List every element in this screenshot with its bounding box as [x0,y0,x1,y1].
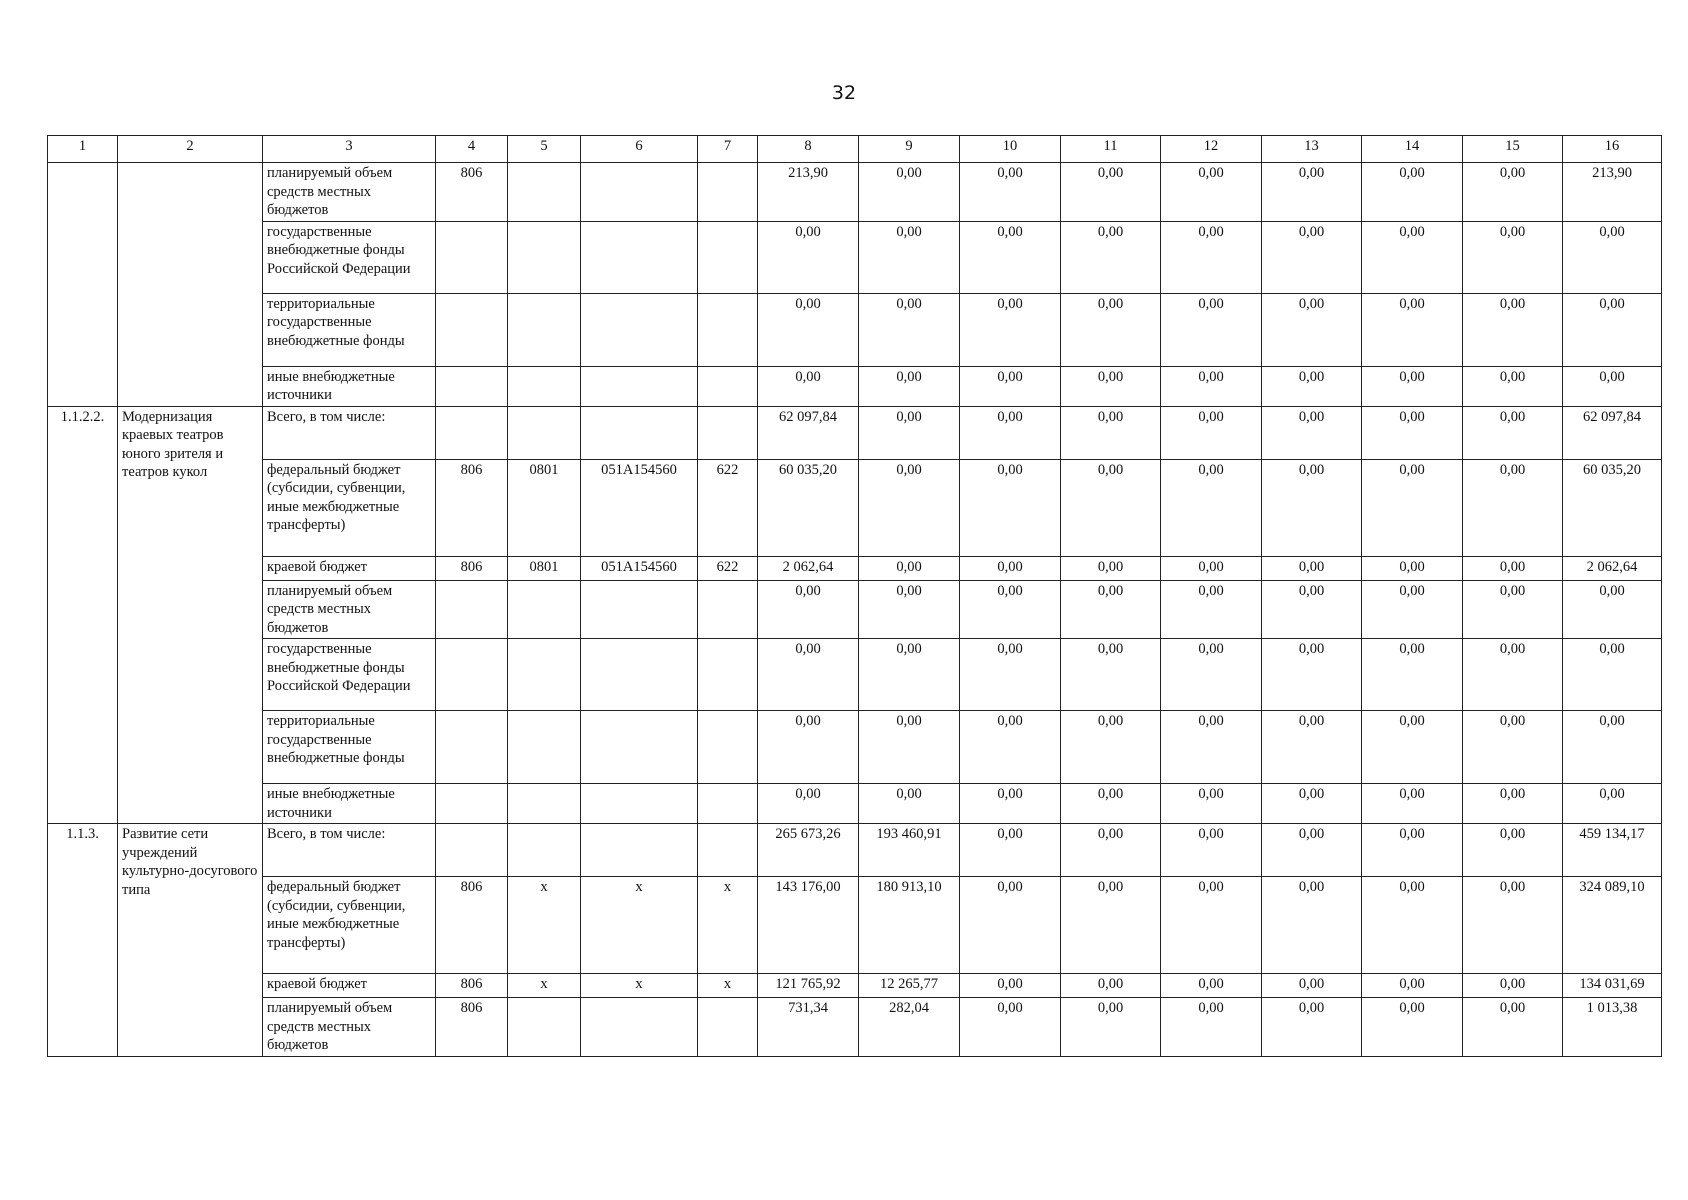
column-number: 1 [48,136,118,163]
amount-cell: 0,00 [1061,221,1161,293]
target-article-cell [581,221,698,293]
section-code-cell [508,366,581,406]
source-cell: иные внебюджетные источники [263,784,436,824]
table-row [48,877,1662,974]
amount-cell: 0,00 [1463,556,1563,580]
section-code-cell: x [508,974,581,998]
amount-cell: 0,00 [960,784,1061,824]
source-cell: Всего, в том числе: [263,406,436,459]
amount-cell: 0,00 [960,459,1061,556]
amount-cell: 0,00 [1061,366,1161,406]
table-row [48,580,1662,639]
grbs-code-cell [436,221,508,293]
amount-cell: 0,00 [1362,556,1463,580]
column-number: 10 [960,136,1061,163]
amount-cell: 0,00 [1362,998,1463,1057]
table-row [48,366,1662,406]
target-article-cell [581,406,698,459]
amount-cell: 0,00 [1262,293,1362,366]
column-number: 4 [436,136,508,163]
amount-cell: 0,00 [1463,998,1563,1057]
expense-type-cell [698,406,758,459]
expense-type-cell [698,824,758,877]
source-cell: планируемый объем средств местных бюджетов [263,163,436,222]
grbs-code-cell [436,639,508,711]
amount-cell: 0,00 [1563,221,1662,293]
amount-cell: 0,00 [1262,998,1362,1057]
grbs-code-cell [436,711,508,784]
amount-cell: 0,00 [1161,580,1262,639]
grbs-code-cell: 806 [436,877,508,974]
amount-cell: 0,00 [1161,711,1262,784]
expense-type-cell [698,221,758,293]
amount-cell: 0,00 [960,711,1061,784]
amount-cell: 0,00 [1161,221,1262,293]
amount-cell: 0,00 [859,406,960,459]
target-article-cell: x [581,974,698,998]
amount-cell: 2 062,64 [1563,556,1662,580]
amount-cell: 0,00 [960,556,1061,580]
amount-cell: 0,00 [1262,824,1362,877]
amount-cell: 0,00 [1463,877,1563,974]
grbs-code-cell [436,580,508,639]
budget-table [47,135,1662,1057]
amount-cell: 0,00 [1262,974,1362,998]
table-row [48,711,1662,784]
target-article-cell [581,711,698,784]
amount-cell: 0,00 [758,784,859,824]
item-code-cell: 1.1.3. [48,824,118,1057]
target-article-cell: x [581,877,698,974]
amount-cell: 0,00 [960,406,1061,459]
item-name-cell: Развитие сети учреждений культурно-досугового типа [118,824,263,1057]
amount-cell: 0,00 [1362,406,1463,459]
amount-cell: 0,00 [1061,639,1161,711]
amount-cell: 0,00 [1362,366,1463,406]
amount-cell: 0,00 [1061,406,1161,459]
table-row [48,293,1662,366]
section-code-cell [508,163,581,222]
grbs-code-cell [436,784,508,824]
expense-type-cell: 622 [698,459,758,556]
table-row [48,556,1662,580]
section-code-cell: 0801 [508,556,581,580]
amount-cell: 62 097,84 [1563,406,1662,459]
section-code-cell [508,580,581,639]
column-number: 2 [118,136,263,163]
item-name-cell [118,163,263,407]
column-number: 5 [508,136,581,163]
section-code-cell: 0801 [508,459,581,556]
expense-type-cell: 622 [698,556,758,580]
amount-cell: 0,00 [1061,293,1161,366]
amount-cell: 0,00 [1563,711,1662,784]
amount-cell: 0,00 [859,366,960,406]
amount-cell: 0,00 [1362,163,1463,222]
amount-cell: 180 913,10 [859,877,960,974]
expense-type-cell [698,366,758,406]
amount-cell: 0,00 [1463,366,1563,406]
section-code-cell [508,784,581,824]
grbs-code-cell: 806 [436,998,508,1057]
amount-cell: 0,00 [1262,639,1362,711]
amount-cell: 0,00 [1161,406,1262,459]
expense-type-cell [698,639,758,711]
amount-cell: 0,00 [1563,639,1662,711]
table-row [48,784,1662,824]
amount-cell: 0,00 [1161,293,1262,366]
column-numbers-row [48,136,1662,163]
amount-cell: 0,00 [1161,639,1262,711]
source-cell: территориальные государственные внебюджетные фонды [263,711,436,784]
amount-cell: 0,00 [859,459,960,556]
target-article-cell [581,293,698,366]
source-cell: территориальные государственные внебюджетные фонды [263,293,436,366]
column-number: 14 [1362,136,1463,163]
amount-cell: 0,00 [1161,784,1262,824]
amount-cell: 12 265,77 [859,974,960,998]
amount-cell: 0,00 [1262,784,1362,824]
grbs-code-cell [436,406,508,459]
column-number: 9 [859,136,960,163]
amount-cell: 0,00 [1262,366,1362,406]
amount-cell: 0,00 [1061,974,1161,998]
table-row [48,824,1662,877]
amount-cell: 0,00 [1463,974,1563,998]
amount-cell: 213,90 [758,163,859,222]
target-article-cell: 051A154560 [581,459,698,556]
amount-cell: 0,00 [1061,163,1161,222]
amount-cell: 0,00 [1061,459,1161,556]
amount-cell: 0,00 [1061,580,1161,639]
amount-cell: 0,00 [960,366,1061,406]
amount-cell: 0,00 [1061,824,1161,877]
amount-cell: 2 062,64 [758,556,859,580]
amount-cell: 0,00 [1161,974,1262,998]
amount-cell: 0,00 [1563,366,1662,406]
source-cell: планируемый объем средств местных бюджетов [263,998,436,1057]
target-article-cell: 051A154560 [581,556,698,580]
amount-cell: 0,00 [1362,784,1463,824]
amount-cell: 0,00 [1563,293,1662,366]
source-cell: краевой бюджет [263,974,436,998]
source-cell: федеральный бюджет (субсидии, субвенции, иные межбюджетные трансферты) [263,877,436,974]
column-number: 7 [698,136,758,163]
amount-cell: 0,00 [960,998,1061,1057]
section-code-cell [508,221,581,293]
amount-cell: 0,00 [1463,293,1563,366]
table-row [48,163,1662,222]
table-row [48,221,1662,293]
target-article-cell [581,163,698,222]
expense-type-cell [698,998,758,1057]
amount-cell: 0,00 [1161,163,1262,222]
amount-cell: 0,00 [1161,824,1262,877]
amount-cell: 0,00 [859,580,960,639]
amount-cell: 0,00 [960,974,1061,998]
amount-cell: 0,00 [1362,711,1463,784]
amount-cell: 0,00 [859,221,960,293]
amount-cell: 60 035,20 [1563,459,1662,556]
column-number: 8 [758,136,859,163]
amount-cell: 0,00 [1362,877,1463,974]
source-cell: государственные внебюджетные фонды Российской Федерации [263,639,436,711]
amount-cell: 459 134,17 [1563,824,1662,877]
amount-cell: 265 673,26 [758,824,859,877]
expense-type-cell [698,580,758,639]
expense-type-cell: x [698,877,758,974]
amount-cell: 0,00 [1061,998,1161,1057]
amount-cell: 0,00 [1061,711,1161,784]
target-article-cell [581,639,698,711]
section-code-cell [508,639,581,711]
amount-cell: 0,00 [1262,406,1362,459]
amount-cell: 282,04 [859,998,960,1057]
section-code-cell: x [508,877,581,974]
section-code-cell [508,998,581,1057]
amount-cell: 0,00 [1463,639,1563,711]
amount-cell: 0,00 [1262,556,1362,580]
amount-cell: 0,00 [1563,580,1662,639]
page-number: 32 [831,82,857,104]
grbs-code-cell: 806 [436,163,508,222]
grbs-code-cell [436,366,508,406]
amount-cell: 0,00 [758,293,859,366]
amount-cell: 0,00 [1463,459,1563,556]
amount-cell: 0,00 [1061,784,1161,824]
amount-cell: 0,00 [1563,784,1662,824]
grbs-code-cell [436,824,508,877]
amount-cell: 0,00 [1362,221,1463,293]
source-cell: краевой бюджет [263,556,436,580]
amount-cell: 1 013,38 [1563,998,1662,1057]
column-number: 13 [1262,136,1362,163]
amount-cell: 324 089,10 [1563,877,1662,974]
item-code-cell: 1.1.2.2. [48,406,118,824]
amount-cell: 60 035,20 [758,459,859,556]
amount-cell: 0,00 [1161,556,1262,580]
amount-cell: 0,00 [1362,580,1463,639]
amount-cell: 0,00 [859,556,960,580]
expense-type-cell [698,163,758,222]
grbs-code-cell: 806 [436,974,508,998]
amount-cell: 0,00 [758,366,859,406]
amount-cell: 143 176,00 [758,877,859,974]
amount-cell: 213,90 [1563,163,1662,222]
column-number: 11 [1061,136,1161,163]
amount-cell: 0,00 [1262,580,1362,639]
table-row [48,639,1662,711]
amount-cell: 0,00 [960,580,1061,639]
table-row [48,998,1662,1057]
amount-cell: 0,00 [960,824,1061,877]
amount-cell: 193 460,91 [859,824,960,877]
grbs-code-cell: 806 [436,459,508,556]
amount-cell: 0,00 [960,293,1061,366]
source-cell: иные внебюджетные источники [263,366,436,406]
amount-cell: 0,00 [960,221,1061,293]
amount-cell: 731,34 [758,998,859,1057]
target-article-cell [581,998,698,1057]
table-row [48,406,1662,459]
column-number: 15 [1463,136,1563,163]
amount-cell: 0,00 [1362,459,1463,556]
amount-cell: 121 765,92 [758,974,859,998]
amount-cell: 0,00 [960,163,1061,222]
amount-cell: 0,00 [1463,221,1563,293]
expense-type-cell [698,784,758,824]
section-code-cell [508,824,581,877]
expense-type-cell [698,293,758,366]
amount-cell: 0,00 [960,639,1061,711]
amount-cell: 0,00 [758,711,859,784]
amount-cell: 0,00 [1463,580,1563,639]
amount-cell: 0,00 [1463,163,1563,222]
amount-cell: 0,00 [1061,877,1161,974]
amount-cell: 0,00 [1463,406,1563,459]
target-article-cell [581,784,698,824]
amount-cell: 0,00 [859,639,960,711]
grbs-code-cell: 806 [436,556,508,580]
amount-cell: 62 097,84 [758,406,859,459]
amount-cell: 0,00 [859,784,960,824]
source-cell: Всего, в том числе: [263,824,436,877]
amount-cell: 0,00 [1362,293,1463,366]
source-cell: государственные внебюджетные фонды Российской Федерации [263,221,436,293]
expense-type-cell: x [698,974,758,998]
column-number: 6 [581,136,698,163]
amount-cell: 0,00 [1463,711,1563,784]
amount-cell: 0,00 [1061,556,1161,580]
amount-cell: 0,00 [859,711,960,784]
section-code-cell [508,293,581,366]
amount-cell: 0,00 [859,293,960,366]
amount-cell: 0,00 [1262,877,1362,974]
amount-cell: 0,00 [859,163,960,222]
source-cell: планируемый объем средств местных бюджетов [263,580,436,639]
table-row [48,974,1662,998]
item-code-cell [48,163,118,407]
amount-cell: 0,00 [1262,221,1362,293]
amount-cell: 0,00 [1161,459,1262,556]
amount-cell: 0,00 [1262,459,1362,556]
amount-cell: 0,00 [1161,366,1262,406]
target-article-cell [581,580,698,639]
amount-cell: 0,00 [1362,824,1463,877]
amount-cell: 0,00 [1463,784,1563,824]
amount-cell: 0,00 [1463,824,1563,877]
amount-cell: 0,00 [1262,163,1362,222]
amount-cell: 0,00 [758,221,859,293]
target-article-cell [581,366,698,406]
section-code-cell [508,406,581,459]
expense-type-cell [698,711,758,784]
source-cell: федеральный бюджет (субсидии, субвенции, иные межбюджетные трансферты) [263,459,436,556]
target-article-cell [581,824,698,877]
amount-cell: 0,00 [1161,877,1262,974]
table-row [48,459,1662,556]
table-body [48,136,1662,1057]
section-code-cell [508,711,581,784]
amount-cell: 0,00 [960,877,1061,974]
amount-cell: 0,00 [1262,711,1362,784]
item-name-cell: Модернизация краевых театров юного зрителя и театров кукол [118,406,263,824]
amount-cell: 0,00 [758,580,859,639]
column-number: 3 [263,136,436,163]
amount-cell: 134 031,69 [1563,974,1662,998]
amount-cell: 0,00 [758,639,859,711]
grbs-code-cell [436,293,508,366]
amount-cell: 0,00 [1362,974,1463,998]
amount-cell: 0,00 [1362,639,1463,711]
amount-cell: 0,00 [1161,998,1262,1057]
column-number: 12 [1161,136,1262,163]
column-number: 16 [1563,136,1662,163]
